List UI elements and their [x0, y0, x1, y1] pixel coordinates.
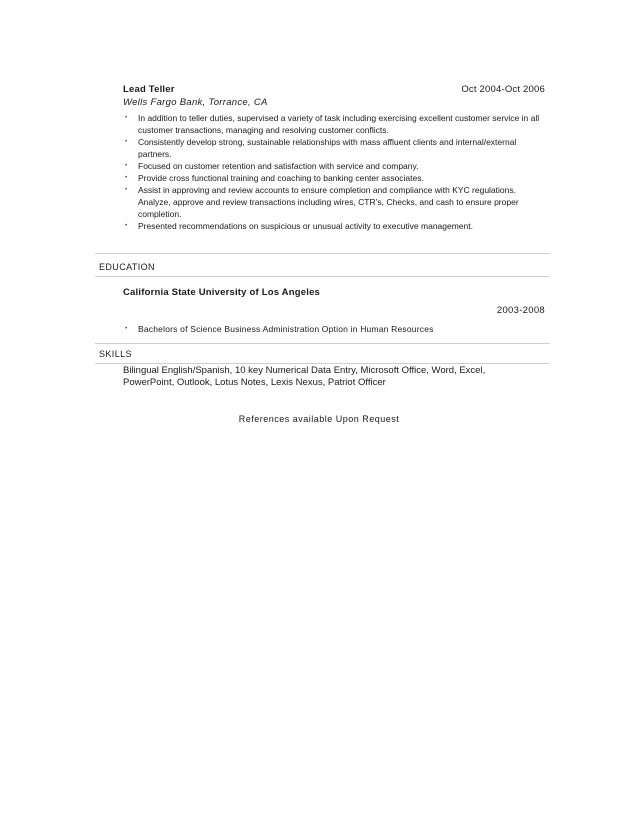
degree-text: Bachelors of Science Business Administration Option in Human Resources — [138, 324, 434, 334]
list-item — [123, 220, 548, 232]
list-item — [123, 136, 548, 160]
bullet-icon: • — [125, 139, 128, 145]
bullet-icon: • — [125, 187, 128, 193]
duty-text: In addition to teller duties, supervised a variety of task including exercising excellent customer service in all customer transactions, managing and resolving customer conflicts. — [138, 113, 540, 135]
skills-text: Bilingual English/Spanish, 10 key Numerical Data Entry, Microsoft Office, Word, Excel, PowerPoint, Outlook, Lotus Notes, Lexis Nexus, Patriot Officer — [123, 365, 486, 388]
list-item — [123, 323, 548, 335]
duty-text: Presented recommendations on suspicious or unusual activity to executive management. — [138, 221, 473, 231]
list-item — [123, 172, 548, 184]
bullet-icon: • — [125, 175, 128, 181]
duty-text: Assist in approving and review accounts to ensure completion and compliance with KYC regulations. Analyze, approve and review transactions including wires, CTR’s, Checks, and cash to ensure proper completion. — [138, 185, 519, 219]
education-list — [123, 323, 548, 335]
bullet-icon: • — [125, 326, 128, 332]
education-heading: EDUCATION — [99, 262, 155, 272]
duty-text: Focused on customer retention and satisfaction with service and company. — [138, 161, 419, 171]
section-divider — [95, 276, 550, 277]
section-divider — [95, 343, 550, 344]
duty-text: Consistently develop strong, sustainable relationships with mass affluent clients and internal/external partners. — [138, 137, 517, 159]
job-title: Lead Teller — [123, 84, 175, 95]
list-item — [123, 160, 548, 172]
education-years: 2003-2008 — [496, 305, 545, 316]
list-item — [123, 112, 548, 136]
school-name: California State University of Los Angeles — [123, 287, 321, 298]
duty-text: Provide cross functional training and coaching to banking center associates. — [138, 173, 424, 183]
job-duties-list — [123, 112, 548, 232]
job-header — [123, 84, 545, 98]
section-divider — [95, 253, 550, 254]
job-employer: Wells Fargo Bank, Torrance, CA — [123, 97, 268, 108]
bullet-icon: • — [125, 163, 128, 169]
bullet-icon: • — [125, 115, 128, 121]
list-item — [123, 184, 548, 220]
job-dates: Oct 2004-Oct 2006 — [461, 84, 545, 95]
section-divider — [95, 363, 550, 364]
references-note: References available Upon Request — [238, 414, 400, 424]
skills-heading: SKILLS — [99, 349, 132, 359]
bullet-icon: • — [125, 223, 128, 229]
